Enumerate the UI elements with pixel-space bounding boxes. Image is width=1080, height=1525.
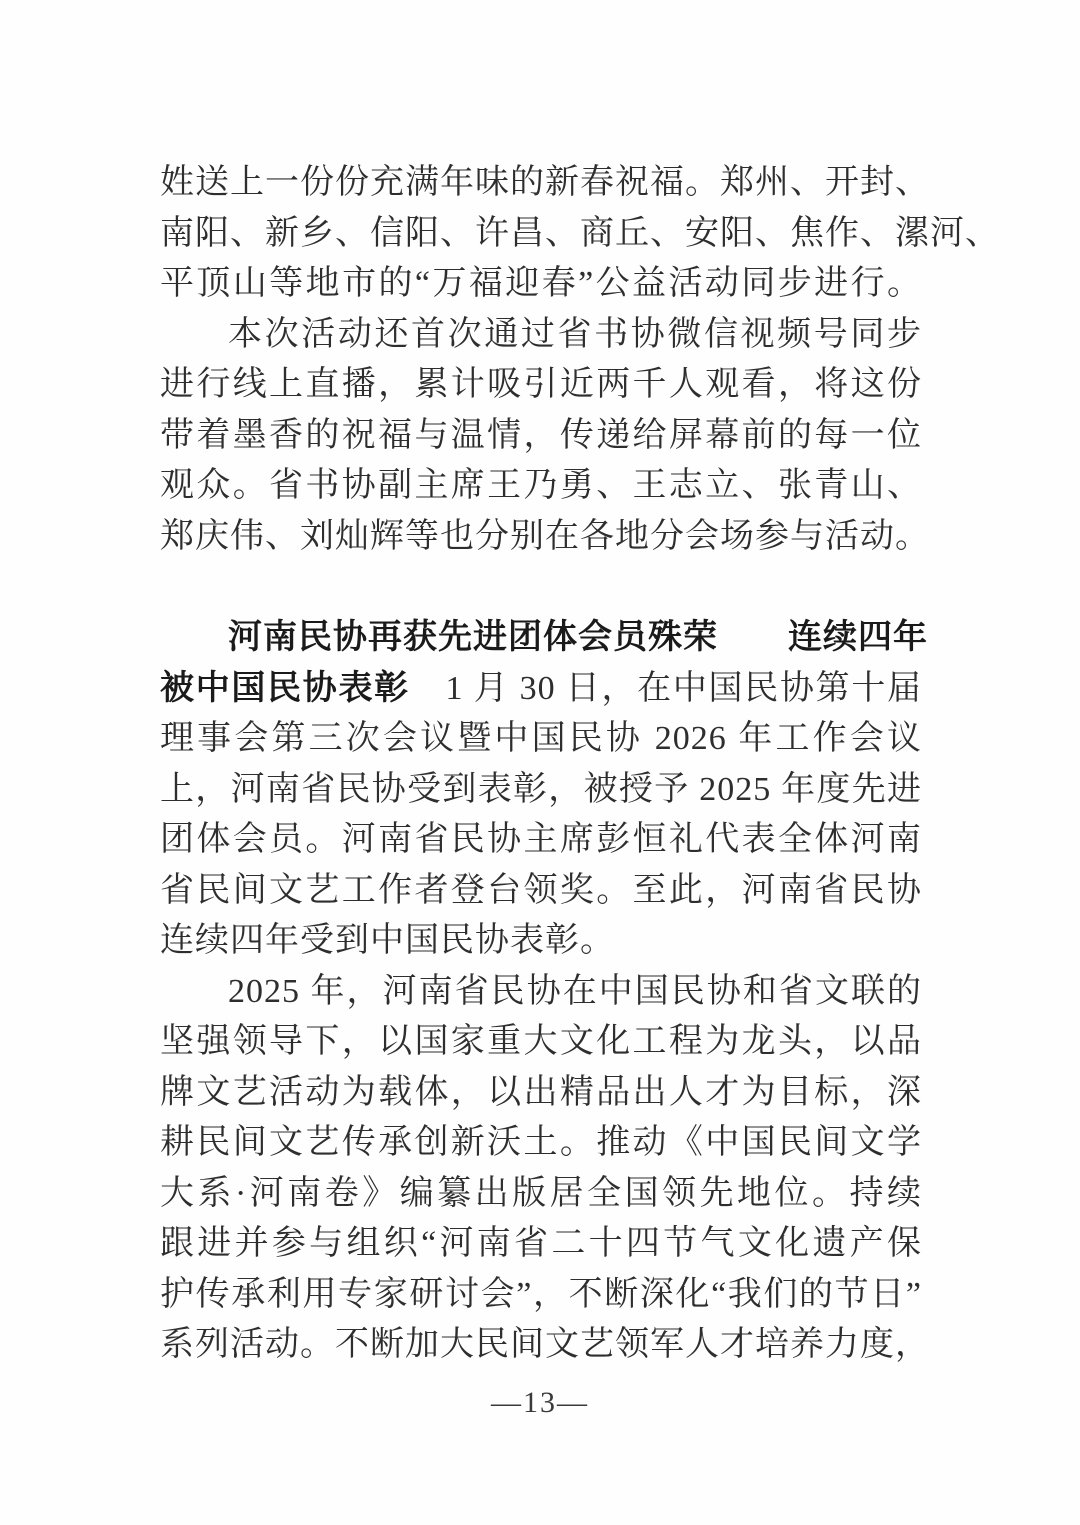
body-line: 坚强领导下，以国家重大文化工程为龙头，以品 [160, 1023, 922, 1060]
body-line: 上，河南省民协受到表彰，被授予 2025 年度先进 [160, 770, 922, 808]
body-line: 南阳、新乡、信阳、许昌、商丘、安阳、焦作、漯河、 [160, 214, 1000, 252]
body-line: 带着墨香的祝福与温情，传递给屏幕前的每一位 [160, 416, 922, 454]
body-line: 理事会第三次会议暨中国民协 2026 年工作会议 [160, 720, 922, 757]
body-line: 大系·河南卷》编纂出版居全国领先地位。持续 [160, 1174, 922, 1212]
body-line: 牌文艺活动为载体，以出精品出人才为目标，深 [160, 1073, 922, 1111]
body-line: 本次活动还首次通过省书协微信视频号同步 [228, 315, 922, 353]
text-block [160, 158, 1000, 1371]
body-line: 系列活动。不断加大民间文艺领军人才培养力度， [160, 1326, 930, 1363]
body-line: 郑庆伟、刘灿辉等也分别在各地分会场参与活动。 [160, 517, 930, 555]
section-heading: 河南民协再获先进团体会员殊荣 连续四年 [228, 618, 928, 656]
body-line: 护传承利用专家研讨会”，不断深化“我们的节日” [160, 1275, 922, 1313]
body-line: 姓送上一份份充满年味的新春祝福。郑州、开封、 [160, 164, 930, 201]
body-line: 平顶山等地市的“万福迎春”公益活动同步进行。 [160, 265, 922, 302]
body-text: 1 月 30 日，在中国民协第十届 [409, 669, 923, 707]
page-number: —13— [491, 1386, 589, 1419]
body-line: 观众。省书协副主席王乃勇、王志立、张青山、 [160, 467, 922, 504]
body-line: 省民间文艺工作者登台领奖。至此，河南省民协 [160, 871, 922, 909]
body-line: 连续四年受到中国民协表彰。 [160, 922, 615, 959]
body-line: 2025 年，河南省民协在中国民协和省文联的 [228, 972, 922, 1010]
body-line: 耕民间文艺传承创新沃土。推动《中国民间文学 [160, 1124, 922, 1161]
body-line: 跟进并参与组织“河南省二十四节气文化遗产保 [160, 1225, 922, 1262]
body-line [160, 663, 922, 715]
body-line: 团体会员。河南省民协主席彭恒礼代表全体河南 [160, 821, 922, 858]
body-line: 进行线上直播，累计吸引近两千人观看，将这份 [160, 366, 922, 403]
section-heading-continued: 被中国民协表彰 [160, 668, 410, 707]
